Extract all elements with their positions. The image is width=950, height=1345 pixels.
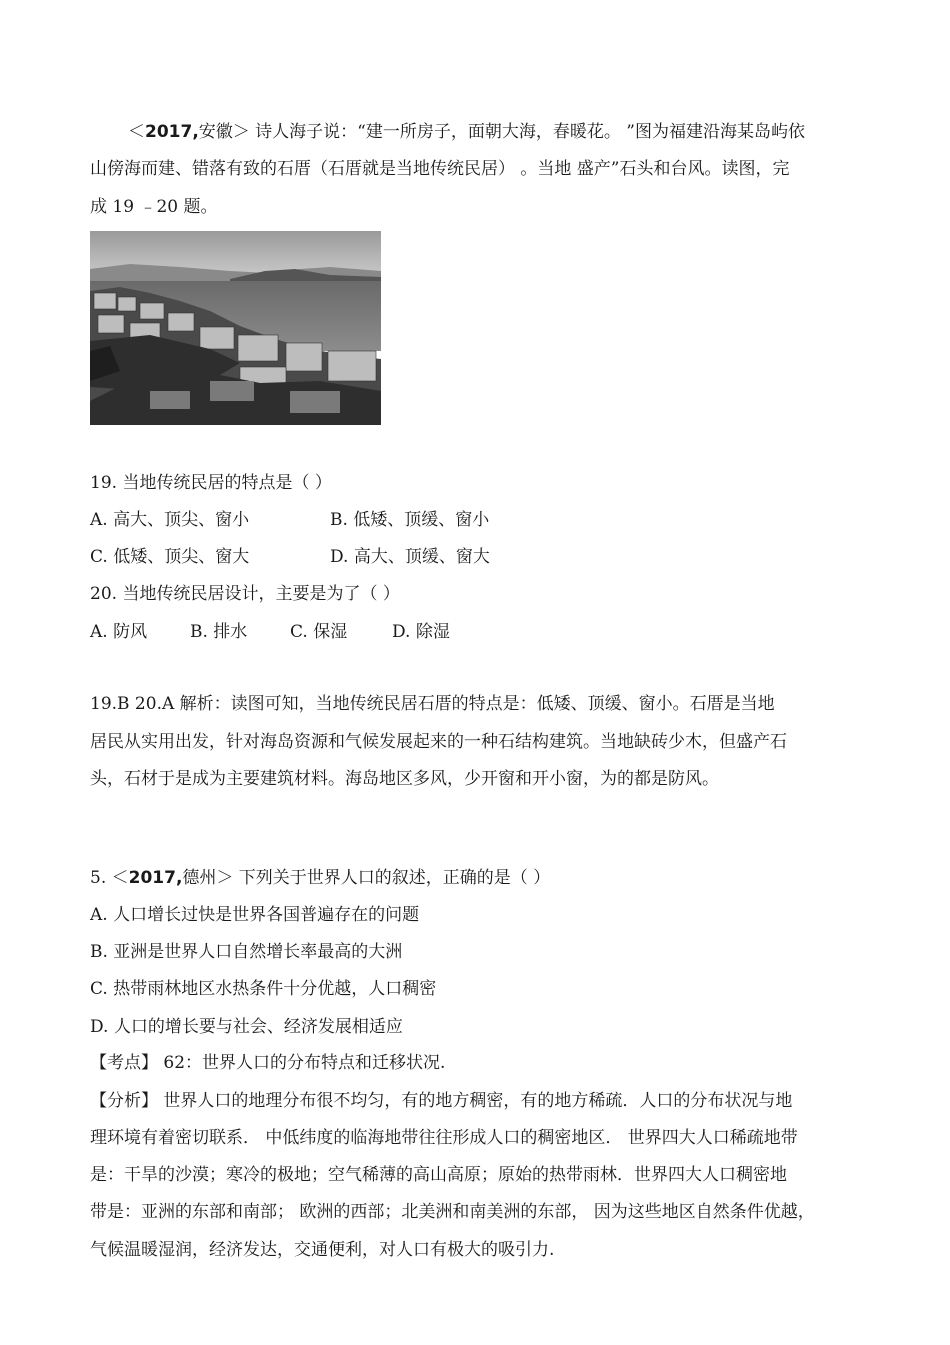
- intro-line-3: 成 19 ﹣20 题。: [90, 197, 218, 217]
- intro-line-2: 山傍海而建、错落有致的石厝（石厝就是当地传统民居） 。当地 盛产”石头和台风。读图，完: [90, 159, 790, 179]
- intro-location: 安徽＞: [198, 122, 250, 142]
- q20-option-d: D. 除湿: [392, 622, 450, 642]
- q5-analysis-line-5: 气候温暖湿润，经济发达，交通便利，对人口有极大的吸引力.: [90, 1240, 555, 1260]
- q20-option-c: C. 保湿: [290, 622, 348, 642]
- q20-option-a: A. 防风: [90, 622, 148, 642]
- answer-line-3: 头，石材于是成为主要建筑材料。海岛地区多风，少开窗和开小窗，为的都是防风。: [90, 769, 719, 789]
- q5-option-c: C. 热带雨林地区水热条件十分优越，人口稠密: [90, 979, 437, 999]
- answer-line-1: 19.B 20.A 解析：读图可知，当地传统民居石厝的特点是：低矮、顶缓、窗小。石厝是当地: [90, 694, 775, 714]
- q5-analysis-line-3: 是：干旱的沙漠；寒冷的极地；空气稀薄的高山高原；原始的热带雨林．世界四大人口稠密地: [90, 1165, 787, 1185]
- q5-option-a: A. 人口增长过快是世界各国普遍存在的问题: [90, 905, 420, 925]
- q5-option-d: D. 人口的增长要与社会、经济发展相适应: [90, 1017, 403, 1037]
- intro-year: 2017,: [145, 122, 199, 142]
- q19-option-c: C. 低矮、顶尖、窗大: [90, 547, 250, 567]
- q5-analysis-line-2: 理环境有着密切联系． 中低纬度的临海地带往往形成人口的稠密地区． 世界四大人口稀疏地带: [90, 1128, 798, 1148]
- q5-analysis-line-4: 带是：亚洲的东部和南部； 欧洲的西部；北美洲和南美洲的东部， 因为这些地区自然条件优越，: [90, 1202, 815, 1222]
- q5-stem: [90, 867, 550, 889]
- q20-stem: 20. 当地传统民居设计，主要是为了（ ）: [90, 584, 400, 604]
- q20-option-b: B. 排水: [190, 622, 248, 642]
- q19-stem: 19. 当地传统民居的特点是（ ）: [90, 473, 332, 493]
- q5-kaodian: 【考点】 62：世界人口的分布特点和迁移状况.: [90, 1053, 446, 1073]
- q19-option-d: D. 高大、顶缓、窗大: [330, 547, 490, 567]
- intro-bracket: ＜: [128, 122, 145, 142]
- q5-option-b: B. 亚洲是世界人口自然增长率最高的大洲: [90, 942, 403, 962]
- intro-text: 诗人海子说：“建一所房子，面朝大海，春暖花。 ”图为福建沿海某岛屿依: [249, 122, 805, 142]
- intro-line-1: [128, 121, 805, 143]
- q19-option-b: B. 低矮、顶缓、窗小: [330, 510, 490, 530]
- q5-text: 德州＞ 下列关于世界人口的叙述，正确的是（ ）: [182, 868, 551, 888]
- q5-year: 2017,: [128, 868, 183, 888]
- q5-analysis-line-1: 【分析】 世界人口的地理分布很不均匀，有的地方稠密，有的地方稀疏．人口的分布状况与地: [90, 1091, 793, 1111]
- stone-houses-photo: [90, 231, 381, 425]
- answer-line-2: 居民从实用出发，针对海岛资源和气候发展起来的一种石结构建筑。当地缺砖少木，但盛产石: [90, 732, 787, 752]
- q19-option-a: A. 高大、顶尖、窗小: [90, 510, 250, 530]
- photo-illustration: [90, 231, 381, 425]
- q5-number: 5. ＜: [90, 868, 129, 888]
